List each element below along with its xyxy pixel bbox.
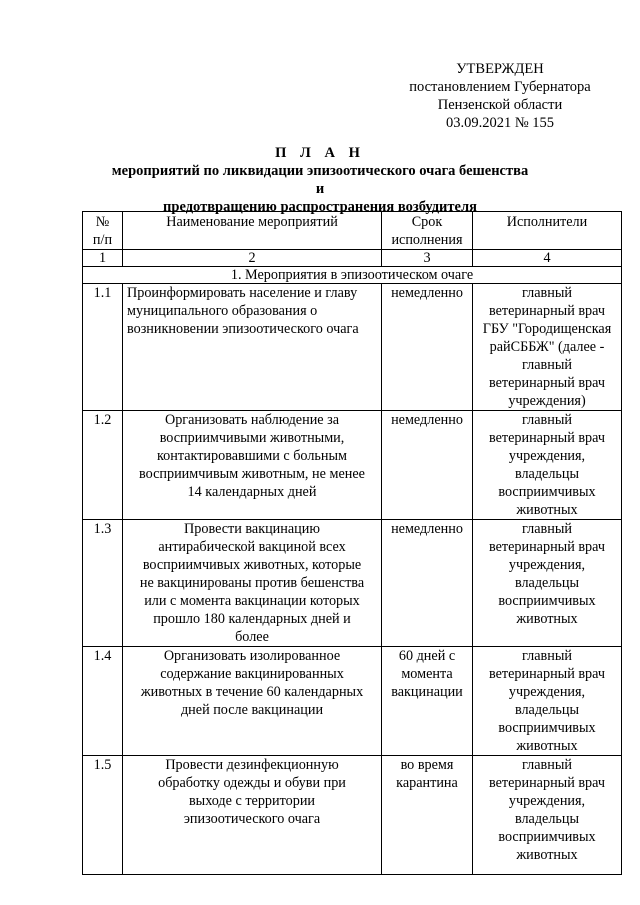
column-number: 1 — [83, 250, 123, 267]
row-name: Провести вакцинацию антирабической вакциной всех восприимчивых животных, которые не вакцинированы против бешенства или с момента вакцинации которых прошло 180 календарных дней и более — [123, 520, 382, 647]
row-num: 1.1 — [83, 284, 123, 411]
column-number-row — [83, 250, 622, 267]
row-name: Провести дезинфекционную обработку одежды и обуви при выходе с территории эпизоотического очага — [123, 756, 382, 875]
row-term: во время карантина — [382, 756, 473, 875]
plan-table — [82, 211, 622, 875]
row-executors: главный ветеринарный врач учреждения, владельцы восприимчивых животных — [473, 411, 622, 520]
row-num: 1.5 — [83, 756, 123, 875]
table-row — [83, 411, 622, 520]
row-term: немедленно — [382, 520, 473, 647]
row-name: Проинформировать население и главу муниципального образования о возникновении эпизоотического очага — [123, 284, 382, 411]
row-name: Организовать изолированное содержание вакцинированных животных в течение 60 календарных дней после вакцинации — [123, 647, 382, 756]
row-num: 1.3 — [83, 520, 123, 647]
row-executors: главный ветеринарный врач ГБУ "Городищенская райСББЖ" (далее - главный ветеринарный врач учреждения) — [473, 284, 622, 411]
row-executors: главный ветеринарный врач учреждения, владельцы восприимчивых животных — [473, 520, 622, 647]
row-num: 1.2 — [83, 411, 123, 520]
row-executors: главный ветеринарный врач учреждения, владельцы восприимчивых животных — [473, 756, 622, 875]
approval-line-4: 03.09.2021 № 155 — [445, 115, 555, 131]
section-title: 1. Мероприятия в эпизоотическом очаге — [83, 267, 622, 284]
table-row — [83, 520, 622, 647]
row-num: 1.4 — [83, 647, 123, 756]
header-term: Срок исполнения — [382, 212, 473, 250]
table-row — [83, 647, 622, 756]
section-row — [83, 267, 622, 284]
row-term: немедленно — [382, 411, 473, 520]
row-term: 60 дней с момента вакцинации — [382, 647, 473, 756]
header-executors: Исполнители — [473, 212, 622, 250]
column-number: 3 — [382, 250, 473, 267]
row-term: немедленно — [382, 284, 473, 411]
table-row — [83, 756, 622, 875]
column-number: 4 — [473, 250, 622, 267]
approval-line-3: Пензенской области — [437, 97, 563, 113]
row-executors: главный ветеринарный врач учреждения, владельцы восприимчивых животных — [473, 647, 622, 756]
document-subtitle: мероприятий по ликвидации эпизоотического очага бешенства и предотвращению распространения возбудителя — [111, 163, 529, 215]
table-header-row — [83, 212, 622, 250]
header-name: Наименование мероприятий — [123, 212, 382, 250]
document-title: П Л А Н — [275, 145, 365, 161]
column-number: 2 — [123, 250, 382, 267]
approval-line-1: УТВЕРЖДЕН — [456, 61, 544, 77]
row-name: Организовать наблюдение за восприимчивыми животными, контактировавшими с больным восприимчивым животным, не менее 14 календарных дней — [123, 411, 382, 520]
approval-block — [380, 60, 620, 132]
table-row — [83, 284, 622, 411]
approval-line-2: постановлением Губернатора — [409, 79, 591, 95]
header-num: № п/п — [83, 212, 123, 250]
